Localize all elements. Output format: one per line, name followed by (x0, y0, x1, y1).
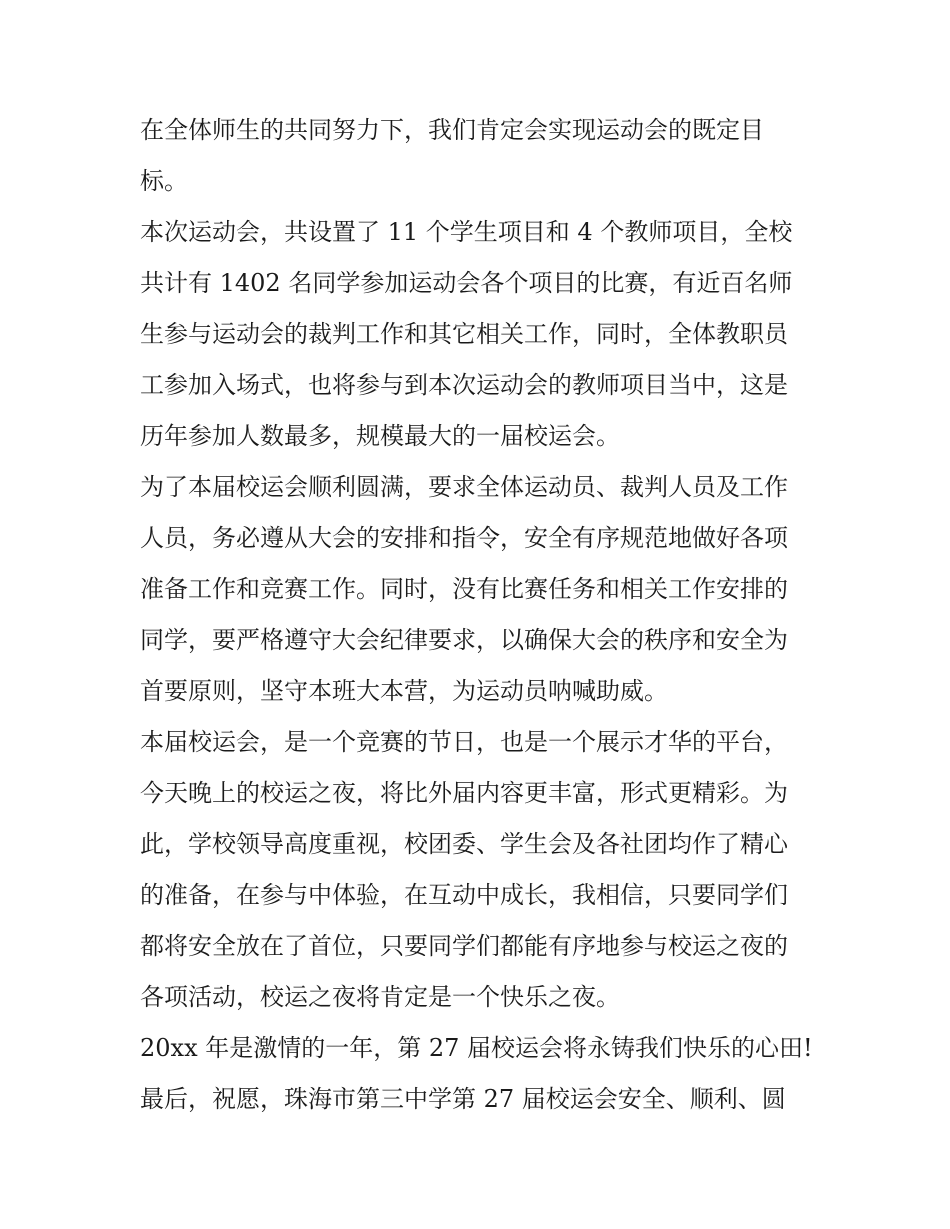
text-line: 本届校运会，是一个竞赛的节日，也是一个展示才华的平台， (140, 728, 788, 756)
text-line: 20xx 年是激情的一年，第 27 届校运会将永铸我们快乐的心田! (140, 1034, 813, 1062)
text-line: 准备工作和竞赛工作。同时，没有比赛任务和相关工作安排的 (140, 575, 788, 603)
text-line: 此，学校领导高度重视，校团委、学生会及各社团均作了精心 (140, 830, 788, 858)
text-line: 生参与运动会的裁判工作和其它相关工作，同时，全体教职员 (140, 320, 788, 348)
text-line: 历年参加人数最多，规模最大的一届校运会。 (140, 422, 620, 450)
text-line: 都将安全放在了首位，只要同学们都能有序地参与校运之夜的 (140, 932, 788, 960)
text-line: 在全体师生的共同努力下，我们肯定会实现运动会的既定目 (140, 116, 764, 144)
text-line: 首要原则，坚守本班大本营，为运动员呐喊助威。 (140, 677, 668, 705)
text-line: 为了本届校运会顺利圆满，要求全体运动员、裁判人员及工作 (140, 473, 788, 501)
text-line: 共计有 1402 名同学参加运动会各个项目的比赛，有近百名师 (140, 269, 793, 297)
text-line: 本次运动会，共设置了 11 个学生项目和 4 个教师项目，全校 (140, 218, 793, 246)
text-line: 标。 (140, 167, 188, 195)
text-line: 各项活动，校运之夜将肯定是一个快乐之夜。 (140, 983, 620, 1011)
text-line: 工参加入场式，也将参与到本次运动会的教师项目当中，这是 (140, 371, 788, 399)
document-body (140, 105, 820, 1125)
text-line: 人员，务必遵从大会的安排和指令，安全有序规范地做好各项 (140, 524, 788, 552)
text-line: 同学，要严格遵守大会纪律要求，以确保大会的秩序和安全为 (140, 626, 788, 654)
text-line: 的准备，在参与中体验，在互动中成长，我相信，只要同学们 (140, 881, 788, 909)
text-line: 最后，祝愿，珠海市第三中学第 27 届校运会安全、顺利、圆 (140, 1085, 786, 1113)
text-line: 今天晚上的校运之夜，将比外届内容更丰富，形式更精彩。为 (140, 779, 788, 807)
